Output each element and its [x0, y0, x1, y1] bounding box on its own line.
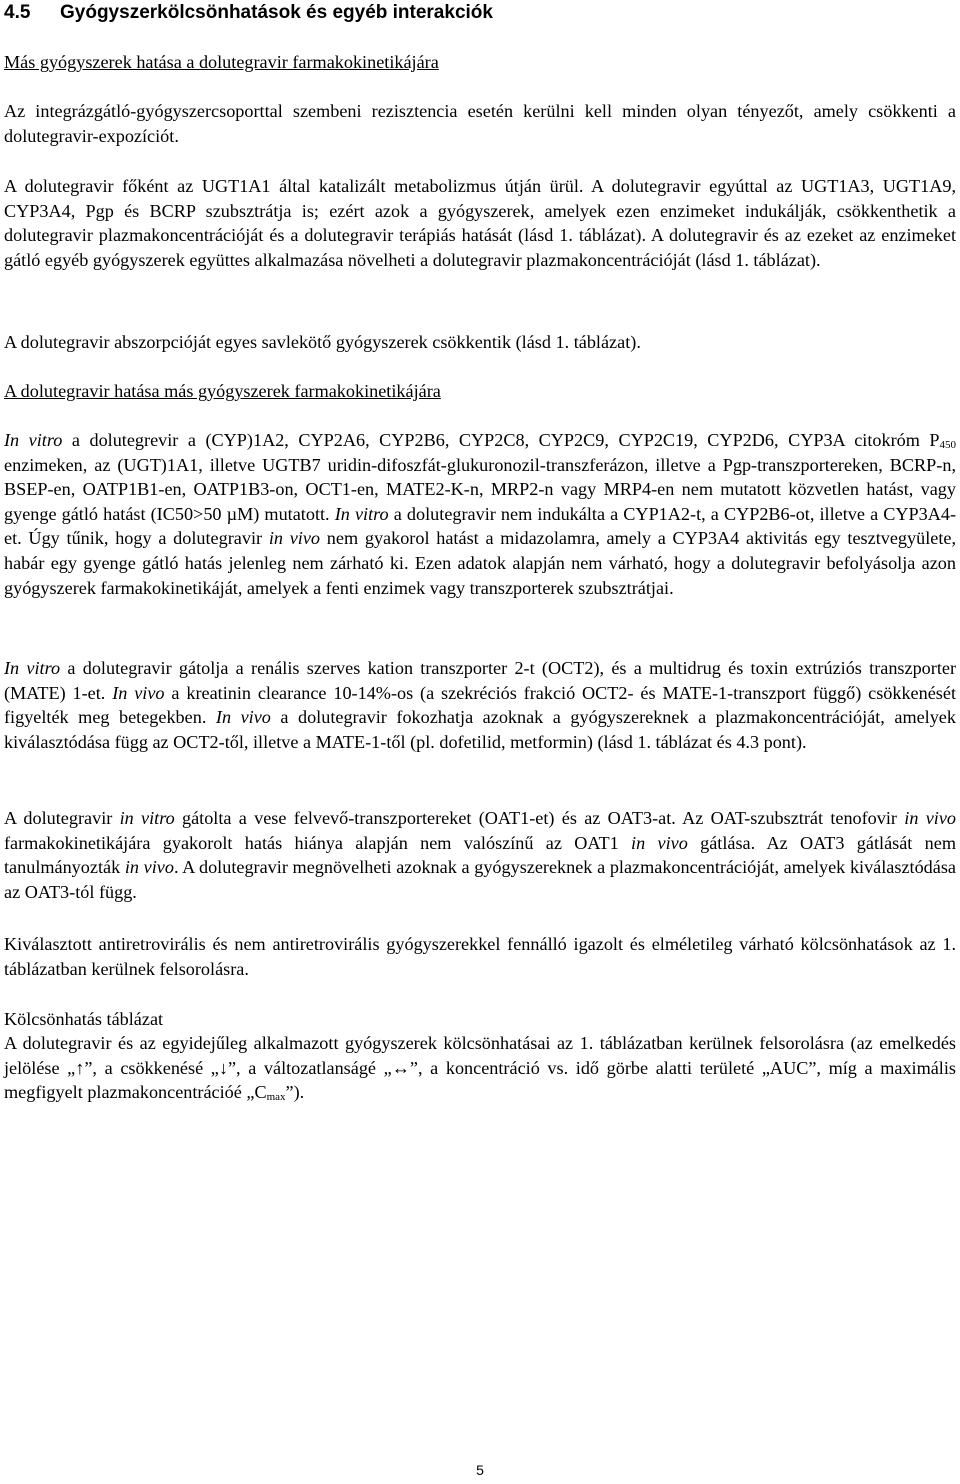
- in-vitro-term: In vitro: [4, 430, 63, 450]
- paragraph-absorption: A dolutegravir abszorpcióját egyes savlekötő gyógyszerek csökkentik (lásd 1. táblázat).: [4, 332, 641, 352]
- paragraph-in-vitro-enzymes: In vitro a dolutegrevir a (CYP)1A2, CYP2A6, CYP2B6, CYP2C8, CYP2C9, CYP2C19, CYP2D6, CYP3A citokróm $P_{450}$ enzimeken, az (UGT)1A1, illetve UGTB7 uridin-difoszfát-glukuronozil-transzferázon, illetve a Pgp-transzportereken, BCRP-n, BSEP-en, OATP1B1-en, OATP1B3-on, OCT1-en, MATE2-K-n, MRP2-n vagy MRP4-en nem mutatott közvetlen hatást, vagy gyenge gátló hatást (IC50>50 µM) mutatott. In vitro a dolutegravir nem indukálta a CYP1A2-t, a CYP2B6-ot, illetve a CYP3A4-et. Úgy tűnik, hogy a dolutegravir in vivo nem gyakorol hatást a midazolamra, amely a CYP3A4 aktivitás egy tesztvegyülete, habár egy gyenge gátló hatás jelenleg nem zárható ki. Ezen adatok alapján nem várható, hogy a dolutegravir befolyásolja azon gyógyszerek farmakokinetikáját, amelyek a fenti enzimek vagy transzporterek szubsztrátjai.: [4, 430, 957, 598]
- in-vitro-term: in vitro: [119, 808, 175, 828]
- subscript-max: max: [266, 1091, 286, 1104]
- in-vivo-term: In vivo: [112, 682, 165, 703]
- in-vivo-term: In vivo: [215, 707, 271, 728]
- paragraph-oct2-mate: In vitro a dolutegravir gátolja a renális szerves kation transzporter 2-t (OCT2), és a multidrug és toxin extrúziós transzporter (MATE) 1-et. In vivo a kreatinin clearance 10-14%-os (a szekréciós frakció OCT2- és MATE-1-transzport függő) csökkenését figyelték meg betegekben. In vivo a dolutegravir fokozhatja azoknak a gyógyszereknek a plazmakoncentrációját, amelyek kiválasztódása függ az OCT2-től, illetve a MATE-1-től (pl. dofetilid, metformin) (lásd 1. táblázat és 4.3 pont).: [4, 658, 957, 752]
- in-vivo-term: in vivo: [631, 832, 688, 853]
- in-vivo-term: in vivo: [268, 528, 321, 549]
- in-vivo-term: in vivo: [904, 808, 956, 828]
- paragraph-table-legend: A dolutegravir és az egyidejűleg alkalmazott gyógyszerek kölcsönhatásai az 1. táblázatban kerülnek felsorolásra (az emelkedés jelölése „↑”, a csökkenésé „↓”, a változatlanságé „↔”, a koncentráció vs. idő görbe alatti területé „AUC”, míg a maximális megfigyelt plazmakoncentrációé $„C_{max}$”).: [4, 1033, 956, 1104]
- page-number: 5: [476, 1462, 484, 1478]
- in-vivo-term: in vivo: [124, 857, 174, 878]
- paragraph-oat: A dolutegravir in vitro gátolta a vese felvevő-transzportereket (OAT1-et) és az OAT3-at. Az OAT-szubsztrát tenofovir in vivo farmakokinetikájára gyakorolt hatás hiánya alapján nem valószínű az OAT1 in vivo gátlása. Az OAT3 gátlását nem tanulmányozták in vivo. A dolutegravir megnövelheti azoknak a gyógyszereknek a plazmakoncentrációját, amelyek kiválasztódása az OAT3-tól függ.: [4, 808, 956, 902]
- paragraph-resistance: Az integrázgátló-gyógyszercsoporttal szembeni rezisztencia esetén kerülni kell minden olyan tényezőt, amely csökkenti a dolutegravir-expozíciót.: [4, 101, 956, 146]
- subscript-450: 450: [939, 439, 957, 451]
- section-heading: [4, 1, 493, 25]
- interaction-table-heading: Kölcsönhatás táblázat: [4, 1009, 164, 1029]
- paragraph-interactions-list: Kiválasztott antiretrovirális és nem antiretrovirális gyógyszerekkel fennálló igazolt és elméletileg várható kölcsönhatások az 1. táblázatban kerülnek felsorolásra.: [4, 934, 956, 979]
- subheading-other-drugs-effect: Más gyógyszerek hatása a dolutegravir farmakokinetikájára: [4, 52, 439, 72]
- in-vitro-term: In vitro: [334, 503, 389, 524]
- in-vitro-term: In vitro: [4, 658, 61, 678]
- paragraph-metabolism: A dolutegravir főként az UGT1A1 által katalizált metabolizmus útján ürül. A dolutegravir egyúttal az UGT1A3, UGT1A9, CYP3A4, Pgp és BCRP szubsztrátja is; ezért azok a gyógyszerek, amelyek ezen enzimeket indukálják, csökkenthetik a dolutegravir plazmakoncentrációját és a dolutegravir terápiás hatását (lásd 1. táblázat). A dolutegravir és az ezeket az enzimeket gátló egyéb gyógyszerek együttes alkalmazása növelheti a dolutegravir plazmakoncentrációját (lásd 1. táblázat).: [4, 176, 956, 270]
- section-title: Gyógyszerkölcsönhatások és egyéb interakciók: [60, 2, 493, 23]
- section-number: 4.5: [4, 2, 31, 23]
- subheading-effect-on-other-drugs: A dolutegravir hatása más gyógyszerek farmakokinetikájára: [4, 381, 441, 401]
